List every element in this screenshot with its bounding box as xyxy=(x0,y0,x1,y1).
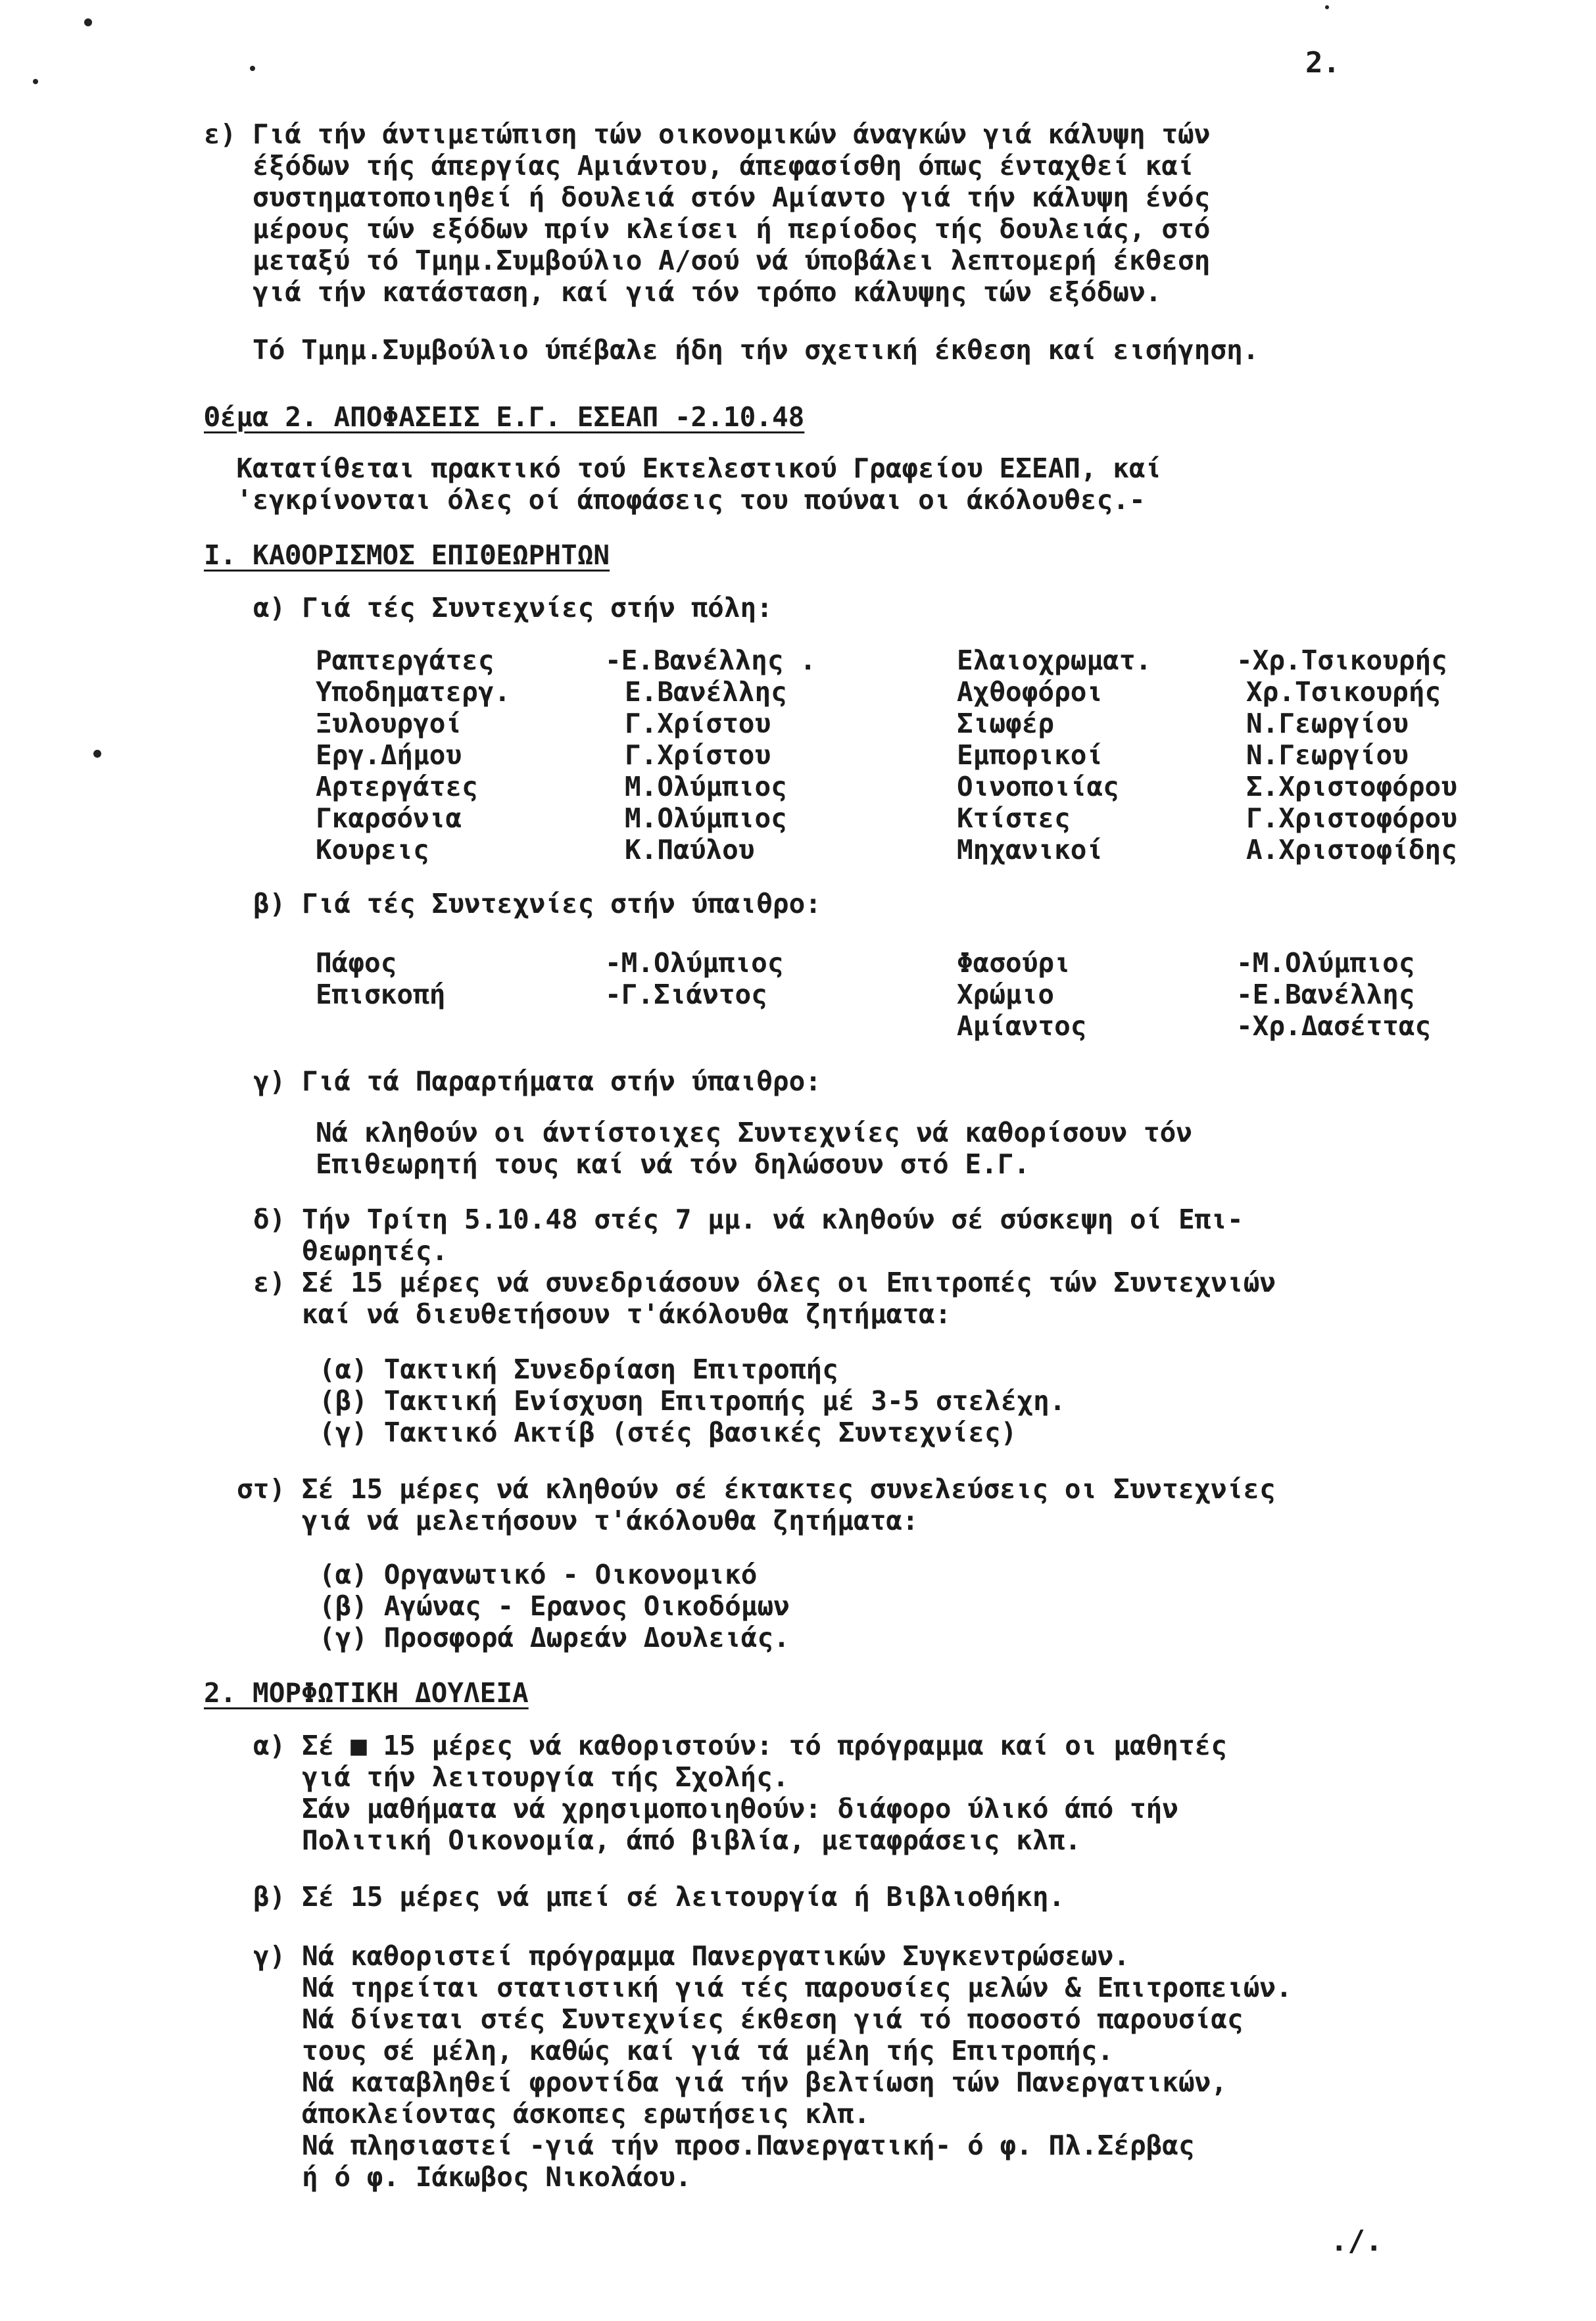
scan-speck xyxy=(33,79,38,84)
para-e-line: έξόδων τής άπεργίας Αμιάντου, άπεφασίσθη όπως ένταχθεί καί xyxy=(204,150,1194,182)
s2-g-line: Νά τηρείται στατιστική γιά τές παρουσίες μελών & Επιτροπειών. xyxy=(253,1972,1292,2003)
sub-a-cell: -Χρ.Τσικουρής xyxy=(1236,645,1447,676)
sub-e-line: ε) Σέ 15 μέρες νά συνεδριάσουν όλες οι Επιτροπές τών Συντεχνιών xyxy=(253,1267,1276,1298)
sub-g-heading: γ) Γιά τά Παραρτήματα στήν ύπαιθρο: xyxy=(253,1065,821,1097)
sub-b-cell: Χρώμιο xyxy=(957,979,1055,1010)
s2-g-line: άποκλείοντας άσκοπες ερωτήσεις κλπ. xyxy=(253,2098,870,2130)
sub-e-item: (γ) Τακτικό Ακτίβ (στές βασικές Συντεχνίες) xyxy=(319,1417,1017,1448)
sub-b-cell: -Ε.Βανέλλης xyxy=(1236,979,1415,1010)
sub-a-cell: Γ.Χριστοφόρου xyxy=(1246,802,1457,834)
para-e-line: συστηματοποιηθεί ή δουλειά στόν Αμίαντο γιά τήν κάλυψη ένός xyxy=(204,182,1211,213)
para-e-line: μεταξύ τό Τμημ.Συμβούλιο Α/σού νά ύποβάλει λεπτομερή έκθεση xyxy=(204,245,1211,276)
sub-a-cell: Κτίστες xyxy=(957,802,1071,834)
sub-e-item: (α) Τακτική Συνεδρίαση Επιτροπής xyxy=(319,1354,838,1385)
sub-a-cell: Γ.Χρίστου xyxy=(625,739,771,771)
sub-b-cell: Αμίαντος xyxy=(957,1010,1087,1042)
sub-g-line: Επιθεωρητή τους καί νά τόν δηλώσουν στό Ε.Γ. xyxy=(316,1148,1030,1180)
sub-st-item: (β) Αγώνας - Ερανος Οικοδόμων xyxy=(319,1590,790,1622)
sub-b-cell: -Γ.Σιάντος xyxy=(605,979,767,1010)
theme2-heading: Θέμα 2. ΑΠΟΦΑΣΕΙΣ Ε.Γ. ΕΣΕΑΠ -2.10.48 xyxy=(204,401,805,433)
sub-a-cell: Αχθοφόροι xyxy=(957,676,1103,708)
continuation-mark: ./. xyxy=(1330,2224,1383,2258)
sub-a-cell: Εμπορικοί xyxy=(957,739,1103,771)
sub-e-line: καί νά διευθετήσουν τ'άκόλουθα ζητήματα: xyxy=(253,1298,952,1330)
sub-a-cell: Ελαιοχρωματ. xyxy=(957,645,1152,676)
sub-d-line: δ) Τήν Τρίτη 5.10.48 στές 7 μμ. νά κληθούν σέ σύσκεψη οί Επι- xyxy=(253,1204,1244,1235)
sub-a-cell: Ξυλουργοί xyxy=(316,708,462,739)
sub-d-line: θεωρητές. xyxy=(253,1235,448,1267)
sub-st-line: γιά νά μελετήσουν τ'άκόλουθα ζητήματα: xyxy=(237,1505,919,1536)
sub-a-cell: Σιωφέρ xyxy=(957,708,1055,739)
sub-a-cell: Υποδηματεργ. xyxy=(316,676,511,708)
scan-speck xyxy=(250,66,255,71)
theme2-text-line: Κατατίθεται πρακτικό τού Εκτελεστικού Γραφείου ΕΣΕΑΠ, καί xyxy=(204,452,1162,484)
sub-a-cell: Γ.Χρίστου xyxy=(625,708,771,739)
sub-a-cell: Ν.Γεωργίου xyxy=(1246,739,1409,771)
para-e-line: γιά τήν κατάσταση, καί γιά τόν τρόπο κάλυψης τών εξόδων. xyxy=(204,276,1162,308)
sub-a-cell: Χρ.Τσικουρής xyxy=(1246,676,1441,708)
sub-b-cell: Επισκοπή xyxy=(316,979,446,1010)
s2-a-line: α) Σέ ■ 15 μέρες νά καθοριστούν: τό πρόγραμμα καί οι μαθητές xyxy=(253,1730,1228,1761)
s2-a-line: Σάν μαθήματα νά χρησιμοποιηθούν: διάφορο ύλικό άπό τήν xyxy=(253,1793,1178,1824)
sub-b-cell: -Μ.Ολύμπιος xyxy=(605,947,784,979)
scan-speck xyxy=(84,18,92,26)
para-e-line: Τό Τμημ.Συμβούλιο ύπέβαλε ήδη τήν σχετική έκθεση καί εισήγηση. xyxy=(204,334,1259,366)
sub-b-cell: -Χρ.Δασέττας xyxy=(1236,1010,1432,1042)
sub-a-cell: Ν.Γεωργίου xyxy=(1246,708,1409,739)
sub-st-item: (γ) Προσφορά Δωρεάν Δουλειάς. xyxy=(319,1622,790,1653)
sub-b-heading: β) Γιά τές Συντεχνίες στήν ύπαιθρο: xyxy=(253,888,821,919)
sub-a-cell: Ραπτεργάτες xyxy=(316,645,495,676)
section1-heading: Ι. ΚΑΘΟΡΙΣΜΟΣ ΕΠΙΘΕΩΡΗΤΩΝ xyxy=(204,539,610,571)
s2-a-line: Πολιτική Οικονομία, άπό βιβλία, μεταφράσεις κλπ. xyxy=(253,1824,1081,1856)
sub-a-cell: Κουρεις xyxy=(316,834,429,866)
sub-a-cell: Γκαρσόνια xyxy=(316,802,462,834)
s2-g-line: γ) Νά καθοριστεί πρόγραμμα Πανεργατικών Συγκεντρώσεων. xyxy=(253,1940,1130,1972)
sub-a-cell: Εργ.Δήμου xyxy=(316,739,462,771)
s2-a-line: γιά τήν λειτουργία τής Σχολής. xyxy=(253,1761,789,1793)
sub-a-cell: Αρτεργάτες xyxy=(316,771,478,802)
s2-b-line: β) Σέ 15 μέρες νά μπεί σέ λειτουργία ή Βιβλιοθήκη. xyxy=(253,1881,1065,1913)
s2-g-line: Νά πλησιαστεί -γιά τήν προσ.Πανεργατική- ό φ. Πλ.Σέρβας xyxy=(253,2130,1195,2161)
theme2-text-line: 'εγκρίνονται όλες οί άποφάσεις του πούναι οι άκόλουθες.- xyxy=(204,484,1146,516)
sub-a-cell: Μ.Ολύμπιος xyxy=(625,771,787,802)
s2-g-line: ή ό φ. Ιάκωβος Νικολάου. xyxy=(253,2161,692,2193)
sub-st-item: (α) Οργανωτικό - Οικονομικό xyxy=(319,1559,758,1590)
page-number: 2. xyxy=(1305,46,1340,80)
sub-st-line: στ) Σέ 15 μέρες νά κληθούν σέ έκτακτες συνελεύσεις οι Συντεχνίες xyxy=(237,1473,1276,1505)
sub-e-item: (β) Τακτική Ενίσχυση Επιτροπής μέ 3-5 στελέχη. xyxy=(319,1385,1066,1417)
sub-a-cell: Οινοποιίας xyxy=(957,771,1119,802)
sub-a-cell: Σ.Χριστοφόρου xyxy=(1246,771,1457,802)
s2-g-line: Νά δίνεται στές Συντεχνίες έκθεση γιά τό ποσοστό παρουσίας xyxy=(253,2003,1244,2035)
s2-g-line: Νά καταβληθεί φροντίδα γιά τήν βελτίωση τών Πανεργατικών, xyxy=(253,2066,1228,2098)
scan-speck xyxy=(1325,5,1329,9)
sub-a-cell: Κ.Παύλου xyxy=(625,834,755,866)
sub-a-cell: -Ε.Βανέλλης . xyxy=(605,645,816,676)
sub-a-cell: Μηχανικοί xyxy=(957,834,1103,866)
para-e-line: μέρους τών εξόδων πρίν κλείσει ή περίοδος τής δουλειάς, στό xyxy=(204,213,1211,245)
sub-a-cell: Ε.Βανέλλης xyxy=(625,676,787,708)
s2-g-line: τους σέ μέλη, καθώς καί γιά τά μέλη τής Επιτροπής. xyxy=(253,2035,1114,2066)
sub-b-cell: Πάφος xyxy=(316,947,397,979)
sub-a-heading: α) Γιά τές Συντεχνίες στήν πόλη: xyxy=(253,592,773,623)
para-e-line: ε) Γιά τήν άντιμετώπιση τών οικονομικών άναγκών γιά κάλυψη τών xyxy=(204,118,1211,150)
sub-a-cell: Μ.Ολύμπιος xyxy=(625,802,787,834)
sub-a-cell: Α.Χριστοφίδης xyxy=(1246,834,1457,866)
sub-b-cell: -Μ.Ολύμπιος xyxy=(1236,947,1415,979)
section2-heading: 2. ΜΟΡΦΩΤΙΚΗ ΔΟΥΛΕΙΑ xyxy=(204,1677,529,1709)
sub-b-cell: Φασούρι xyxy=(957,947,1071,979)
sub-g-line: Νά κληθούν οι άντίστοιχες Συντεχνίες νά καθορίσουν τόν xyxy=(316,1117,1192,1148)
scan-speck xyxy=(93,750,101,758)
